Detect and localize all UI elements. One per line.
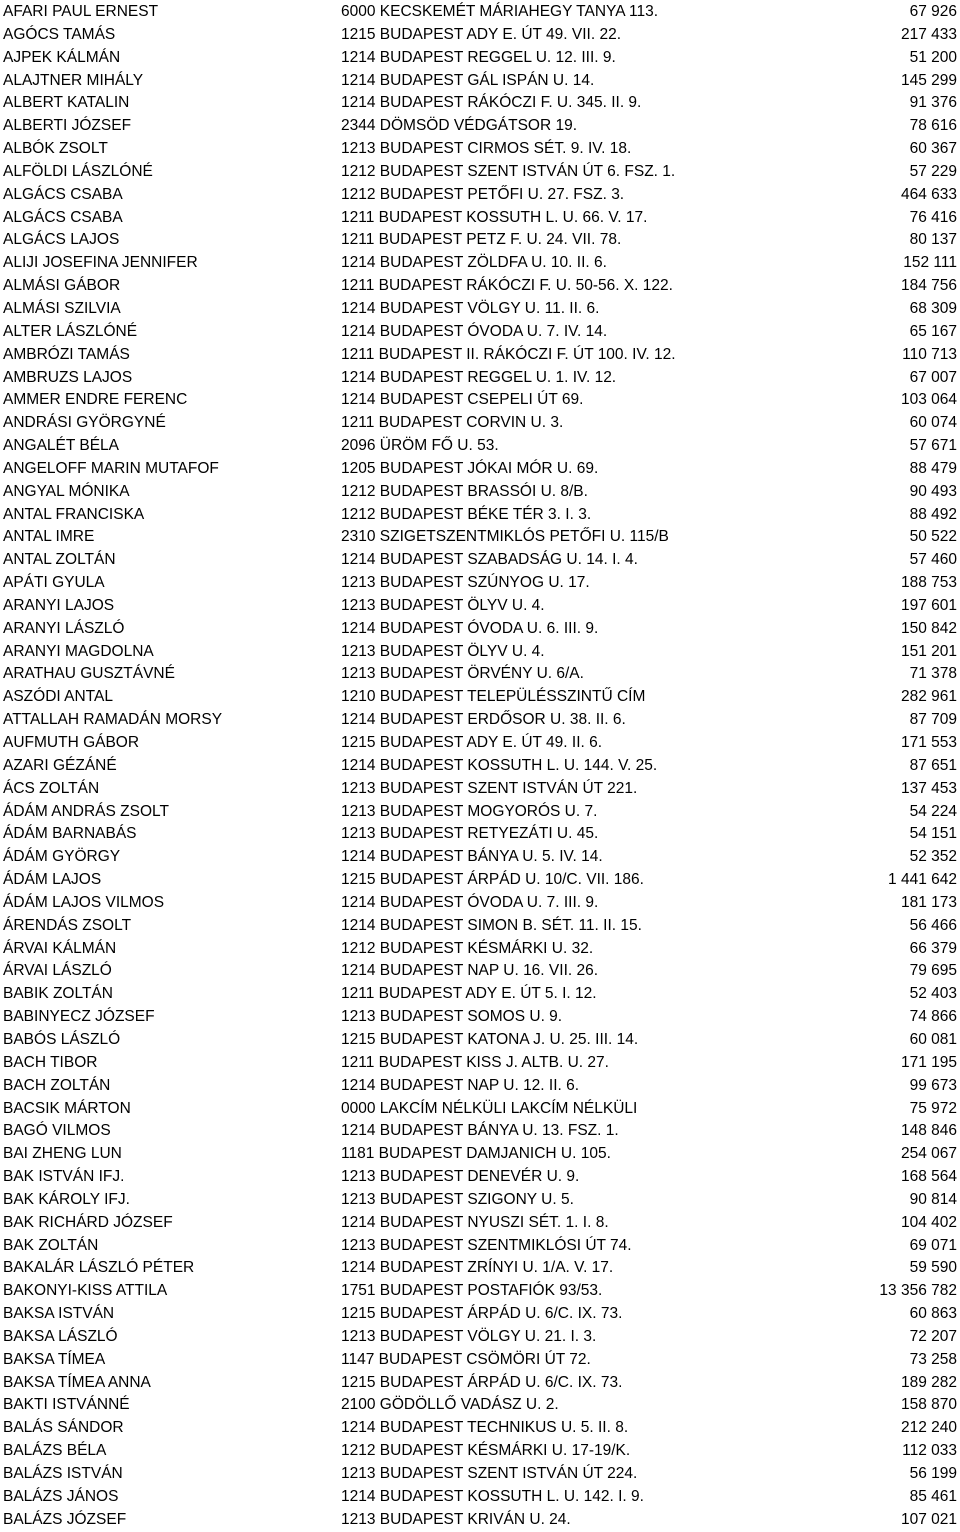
address: 1181 BUDAPEST DAMJANICH U. 105. <box>341 1145 611 1163</box>
amount: 66 379 <box>909 939 957 957</box>
amount: 72 207 <box>909 1327 957 1345</box>
list-row <box>0 184 960 207</box>
address: 1215 BUDAPEST KATONA J. U. 25. III. 14. <box>341 1030 639 1048</box>
list-row <box>0 869 960 892</box>
person-name: ANTAL IMRE <box>3 528 95 546</box>
amount: 60 863 <box>909 1305 957 1323</box>
person-name: BACH ZOLTÁN <box>3 1076 111 1094</box>
person-name: BAK KÁROLY IFJ. <box>3 1190 130 1208</box>
address: 1211 BUDAPEST II. RÁKÓCZI F. ÚT 100. IV. 12. <box>341 345 676 363</box>
list-row <box>0 1280 960 1303</box>
amount: 67 926 <box>909 3 957 20</box>
list-row <box>0 572 960 595</box>
amount: 145 299 <box>900 71 957 89</box>
person-name: BABINYECZ JÓZSEF <box>3 1008 155 1026</box>
list-row <box>0 618 960 641</box>
amount: 171 553 <box>900 734 957 751</box>
amount: 212 240 <box>900 1419 957 1437</box>
person-name: AUFMUTH GÁBOR <box>3 734 140 751</box>
list-row <box>0 1006 960 1029</box>
address: 1213 BUDAPEST SZENT ISTVÁN ÚT 224. <box>341 1465 638 1482</box>
list-row <box>0 823 960 846</box>
address: 1212 BUDAPEST PETŐFI U. 27. FSZ. 3. <box>341 185 625 203</box>
address: 1214 BUDAPEST REGGEL U. 1. IV. 12. <box>341 368 617 386</box>
list-row <box>0 778 960 801</box>
address: 1214 BUDAPEST ÓVODA U. 6. III. 9. <box>341 619 599 637</box>
person-name: ANGYAL MÓNIKA <box>3 482 130 500</box>
address: 1215 BUDAPEST ÁRPÁD U. 6/C. IX. 73. <box>341 1305 623 1323</box>
address: 1214 BUDAPEST VÖLGY U. 11. II. 6. <box>341 299 600 317</box>
amount: 71 378 <box>909 665 957 683</box>
address: 1212 BUDAPEST BÉKE TÉR 3. I. 3. <box>341 505 592 523</box>
address: 1213 BUDAPEST KRIVÁN U. 24. <box>341 1510 571 1528</box>
person-name: ALGÁCS LAJOS <box>3 231 120 249</box>
amount: 171 195 <box>900 1053 957 1071</box>
amount: 56 466 <box>909 916 957 934</box>
amount: 54 151 <box>909 825 957 843</box>
person-name: AGÓCS TAMÁS <box>3 25 116 43</box>
list-row <box>0 298 960 321</box>
amount: 150 842 <box>900 619 957 637</box>
address: 1215 BUDAPEST ÁRPÁD U. 6/C. IX. 73. <box>341 1373 623 1391</box>
address: 1214 BUDAPEST KOSSUTH L. U. 142. I. 9. <box>341 1487 644 1505</box>
amount: 188 753 <box>900 574 957 592</box>
list-row <box>0 1235 960 1258</box>
address: 1213 BUDAPEST VÖLGY U. 21. I. 3. <box>341 1327 597 1345</box>
list-row <box>0 732 960 755</box>
address: 1211 BUDAPEST KOSSUTH L. U. 66. V. 17. <box>341 208 648 226</box>
address: 1214 BUDAPEST ZÖLDFA U. 10. II. 6. <box>341 254 607 272</box>
amount: 103 064 <box>900 391 957 409</box>
amount: 112 033 <box>902 1442 957 1460</box>
amount: 168 564 <box>900 1168 957 1186</box>
address: 1211 BUDAPEST RÁKÓCZI F. U. 50-56. X. 122. <box>341 277 673 295</box>
list-row <box>0 1143 960 1166</box>
person-name: ANTAL FRANCISKA <box>3 505 145 523</box>
person-name: BABIK ZOLTÁN <box>3 985 113 1003</box>
person-name: ARATHAU GUSZTÁVNÉ <box>3 665 175 683</box>
person-name: ÁDÁM LAJOS <box>3 871 102 889</box>
amount: 104 402 <box>900 1213 957 1231</box>
list-row <box>0 526 960 549</box>
amount: 60 074 <box>909 414 957 432</box>
person-name: BALÁS SÁNDOR <box>3 1419 124 1437</box>
person-name: BAKALÁR LÁSZLÓ PÉTER <box>3 1259 195 1277</box>
amount: 80 137 <box>909 231 957 249</box>
person-name: ALFÖLDI LÁSZLÓNÉ <box>3 162 153 180</box>
amount: 181 173 <box>900 893 957 911</box>
address: 1214 BUDAPEST SZABADSÁG U. 14. I. 4. <box>341 551 638 569</box>
person-name: ALMÁSI SZILVIA <box>3 299 121 317</box>
list-row <box>0 1 960 24</box>
person-name: BAKSA LÁSZLÓ <box>3 1327 118 1345</box>
address: 1214 BUDAPEST BÁNYA U. 13. FSZ. 1. <box>341 1122 619 1140</box>
list-row <box>0 709 960 732</box>
list-row <box>0 161 960 184</box>
person-name: ÁDÁM LAJOS VILMOS <box>3 893 165 911</box>
list-row <box>0 70 960 93</box>
list-row <box>0 1486 960 1509</box>
address: 1214 BUDAPEST BÁNYA U. 5. IV. 14. <box>341 848 603 866</box>
address: 1214 BUDAPEST REGGEL U. 12. III. 9. <box>341 48 616 66</box>
person-name: ALGÁCS CSABA <box>3 185 123 203</box>
address: 1213 BUDAPEST SZÚNYOG U. 17. <box>341 574 590 592</box>
person-name: BAKSA ISTVÁN <box>3 1305 115 1323</box>
list-row <box>0 1212 960 1235</box>
address: 1211 BUDAPEST PETZ F. U. 24. VII. 78. <box>341 231 622 249</box>
list-row <box>0 983 960 1006</box>
list-row <box>0 207 960 230</box>
amount: 151 201 <box>900 642 957 660</box>
address: 1214 BUDAPEST NYUSZI SÉT. 1. I. 8. <box>341 1213 609 1231</box>
person-name: ASZÓDI ANTAL <box>3 688 113 706</box>
address: 2096 ÜRÖM FŐ U. 53. <box>341 437 499 455</box>
person-name: BAK RICHÁRD JÓZSEF <box>3 1213 173 1231</box>
list-row <box>0 1189 960 1212</box>
list-row <box>0 938 960 961</box>
amount: 464 633 <box>900 185 957 203</box>
address: 1211 BUDAPEST ADY E. ÚT 5. I. 12. <box>341 985 597 1003</box>
person-name: AMBRUZS LAJOS <box>3 368 133 386</box>
list-row <box>0 252 960 275</box>
person-name: BALÁZS JÓZSEF <box>3 1510 127 1528</box>
address: 2344 DÖMSÖD VÉDGÁTSOR 19. <box>341 117 578 135</box>
address: 1214 BUDAPEST ÓVODA U. 7. III. 9. <box>341 893 599 911</box>
person-name: ÁDÁM GYÖRGY <box>3 848 121 866</box>
list-row <box>0 1120 960 1143</box>
amount: 197 601 <box>900 596 957 614</box>
list-row <box>0 960 960 983</box>
list-row <box>0 892 960 915</box>
address: 1212 BUDAPEST SZENT ISTVÁN ÚT 6. FSZ. 1. <box>341 162 676 180</box>
amount: 60 081 <box>909 1030 957 1048</box>
list-row <box>0 1509 960 1532</box>
amount: 107 021 <box>900 1510 957 1528</box>
amount: 79 695 <box>909 962 957 980</box>
address: 1214 BUDAPEST RÁKÓCZI F. U. 345. II. 9. <box>341 94 642 112</box>
list-row <box>0 389 960 412</box>
person-name: ÁDÁM BARNABÁS <box>3 825 137 843</box>
amount: 137 453 <box>900 779 957 797</box>
person-name: ARANYI MAGDOLNA <box>3 642 154 660</box>
person-name: BAKSA TÍMEA <box>3 1350 106 1368</box>
person-name: BAKONYI-KISS ATTILA <box>3 1282 168 1300</box>
list-row <box>0 1326 960 1349</box>
list-row <box>0 229 960 252</box>
person-name: BAKSA TÍMEA ANNA <box>3 1373 151 1391</box>
amount: 189 282 <box>900 1373 957 1391</box>
amount: 217 433 <box>900 25 957 43</box>
amount: 88 492 <box>909 505 957 523</box>
list-row <box>0 435 960 458</box>
person-name: ANGALÉT BÉLA <box>3 437 120 455</box>
list-row <box>0 92 960 115</box>
address: 1214 BUDAPEST SIMON B. SÉT. 11. II. 15. <box>341 916 642 934</box>
amount: 87 651 <box>909 756 957 774</box>
address: 1214 BUDAPEST ZRÍNYI U. 1/A. V. 17. <box>341 1259 614 1277</box>
list-row <box>0 755 960 778</box>
address: 1215 BUDAPEST ÁRPÁD U. 10/C. VII. 186. <box>341 871 644 889</box>
list-row <box>0 1394 960 1417</box>
amount: 60 367 <box>909 140 957 158</box>
address: 0000 LAKCÍM NÉLKÜLI LAKCÍM NÉLKÜLI <box>341 1099 638 1117</box>
amount: 74 866 <box>909 1008 957 1026</box>
person-name: ALTER LÁSZLÓNÉ <box>3 322 138 340</box>
amount: 59 590 <box>909 1259 957 1277</box>
person-name: ALAJTNER MIHÁLY <box>3 71 144 89</box>
amount: 52 403 <box>909 985 957 1003</box>
amount: 282 961 <box>900 688 957 706</box>
person-name: AJPEK KÁLMÁN <box>3 48 121 66</box>
amount: 57 229 <box>909 162 957 180</box>
amount: 148 846 <box>900 1122 957 1140</box>
person-name: BAK ISTVÁN IFJ. <box>3 1168 125 1186</box>
person-name: AMMER ENDRE FERENC <box>3 391 188 409</box>
amount: 73 258 <box>909 1350 957 1368</box>
amount: 52 352 <box>909 848 957 866</box>
person-name: ANDRÁSI GYÖRGYNÉ <box>3 414 166 432</box>
amount: 90 814 <box>909 1190 957 1208</box>
list-row <box>0 1075 960 1098</box>
address: 1211 BUDAPEST CORVIN U. 3. <box>341 414 564 432</box>
list-row <box>0 1417 960 1440</box>
list-row <box>0 549 960 572</box>
list-row <box>0 915 960 938</box>
person-name: AFARI PAUL ERNEST <box>3 3 159 20</box>
address: 1213 BUDAPEST SZIGONY U. 5. <box>341 1190 574 1208</box>
address: 1211 BUDAPEST KISS J. ALTB. U. 27. <box>341 1053 609 1071</box>
person-name: ALBERT KATALIN <box>3 94 130 112</box>
address: 1214 BUDAPEST CSEPELI ÚT 69. <box>341 391 584 409</box>
address: 1215 BUDAPEST ADY E. ÚT 49. VII. 22. <box>341 25 622 43</box>
address: 6000 KECSKEMÉT MÁRIAHEGY TANYA 113. <box>341 3 659 20</box>
list-row <box>0 1303 960 1326</box>
list-row <box>0 1372 960 1395</box>
address: 1213 BUDAPEST ÖLYV U. 4. <box>341 642 545 660</box>
person-name: ANGELOFF MARIN MUTAFOF <box>3 459 219 477</box>
amount: 76 416 <box>909 208 957 226</box>
address: 1213 BUDAPEST ÖLYV U. 4. <box>341 596 545 614</box>
address: 1210 BUDAPEST TELEPÜLÉSSZINTŰ CÍM <box>341 688 646 706</box>
address: 1751 BUDAPEST POSTAFIÓK 93/53. <box>341 1282 603 1300</box>
list-row <box>0 138 960 161</box>
list-row <box>0 1098 960 1121</box>
person-name: ALMÁSI GÁBOR <box>3 277 121 295</box>
debtor-list <box>0 1 960 1532</box>
amount: 152 111 <box>903 254 957 272</box>
list-row <box>0 1463 960 1486</box>
person-name: ARANYI LÁSZLÓ <box>3 619 125 637</box>
list-row <box>0 663 960 686</box>
person-name: ALIJI JOSEFINA JENNIFER <box>3 254 198 272</box>
list-row <box>0 24 960 47</box>
person-name: ARANYI LAJOS <box>3 596 115 614</box>
amount: 75 972 <box>909 1099 957 1117</box>
amount: 91 376 <box>909 94 957 112</box>
address: 1213 BUDAPEST RETYEZÁTI U. 45. <box>341 825 599 843</box>
person-name: ALBERTI JÓZSEF <box>3 117 132 135</box>
person-name: ANTAL ZOLTÁN <box>3 551 116 569</box>
person-name: AZARI GÉZÁNÉ <box>3 756 117 774</box>
list-row <box>0 801 960 824</box>
address: 1213 BUDAPEST SZENT ISTVÁN ÚT 221. <box>341 779 638 797</box>
list-row <box>0 367 960 390</box>
list-row <box>0 686 960 709</box>
person-name: BALÁZS ISTVÁN <box>3 1465 123 1482</box>
amount: 78 616 <box>909 117 957 135</box>
address: 1214 BUDAPEST NAP U. 16. VII. 26. <box>341 962 599 980</box>
person-name: ÁCS ZOLTÁN <box>3 779 100 797</box>
person-name: ÁDÁM ANDRÁS ZSOLT <box>3 802 169 820</box>
address: 1212 BUDAPEST KÉSMÁRKI U. 32. <box>341 939 594 957</box>
amount: 85 461 <box>909 1487 957 1505</box>
person-name: ÁRENDÁS ZSOLT <box>3 916 132 934</box>
person-name: BABÓS LÁSZLÓ <box>3 1030 121 1048</box>
person-name: ÁRVAI LÁSZLÓ <box>3 962 112 980</box>
person-name: ALGÁCS CSABA <box>3 208 123 226</box>
address: 2310 SZIGETSZENTMIKLÓS PETŐFI U. 115/B <box>341 528 669 546</box>
person-name: AMBRÓZI TAMÁS <box>3 345 130 363</box>
amount: 68 309 <box>909 299 957 317</box>
amount: 184 756 <box>900 277 957 295</box>
list-row <box>0 458 960 481</box>
list-row <box>0 504 960 527</box>
address: 1214 BUDAPEST ÓVODA U. 7. IV. 14. <box>341 322 608 340</box>
amount: 13 356 782 <box>879 1282 957 1300</box>
amount: 57 671 <box>909 437 957 455</box>
list-row <box>0 1029 960 1052</box>
amount: 54 224 <box>909 802 957 820</box>
list-row <box>0 1349 960 1372</box>
amount: 50 522 <box>909 528 957 546</box>
amount: 110 713 <box>902 345 957 363</box>
address: 1147 BUDAPEST CSÖMÖRI ÚT 72. <box>341 1350 591 1368</box>
list-row <box>0 115 960 138</box>
address: 1214 BUDAPEST GÁL ISPÁN U. 14. <box>341 71 595 89</box>
address: 1213 BUDAPEST SOMOS U. 9. <box>341 1008 563 1026</box>
address: 1214 BUDAPEST NAP U. 12. II. 6. <box>341 1076 580 1094</box>
person-name: APÁTI GYULA <box>3 574 105 592</box>
address: 1215 BUDAPEST ADY E. ÚT 49. II. 6. <box>341 734 603 751</box>
amount: 69 071 <box>909 1236 957 1254</box>
amount: 1 441 642 <box>888 871 957 889</box>
amount: 57 460 <box>909 551 957 569</box>
amount: 65 167 <box>909 322 957 340</box>
address: 1214 BUDAPEST ERDŐSOR U. 38. II. 6. <box>341 711 626 729</box>
list-row <box>0 1166 960 1189</box>
amount: 90 493 <box>909 482 957 500</box>
address: 1213 BUDAPEST MOGYORÓS U. 7. <box>341 802 598 820</box>
amount: 99 673 <box>909 1076 957 1094</box>
address: 1214 BUDAPEST KOSSUTH L. U. 144. V. 25. <box>341 756 658 774</box>
address: 1213 BUDAPEST DENEVÉR U. 9. <box>341 1168 580 1186</box>
amount: 88 479 <box>909 459 957 477</box>
list-row <box>0 595 960 618</box>
person-name: BALÁZS BÉLA <box>3 1442 107 1460</box>
address: 1213 BUDAPEST CIRMOS SÉT. 9. IV. 18. <box>341 140 632 158</box>
list-row <box>0 412 960 435</box>
list-row <box>0 1052 960 1075</box>
amount: 87 709 <box>909 711 957 729</box>
person-name: BAGÓ VILMOS <box>3 1122 111 1140</box>
list-row <box>0 481 960 504</box>
list-row <box>0 846 960 869</box>
person-name: BAK ZOLTÁN <box>3 1236 99 1254</box>
amount: 158 870 <box>900 1396 957 1414</box>
person-name: BALÁZS JÁNOS <box>3 1487 119 1505</box>
person-name: BACSIK MÁRTON <box>3 1099 131 1117</box>
list-row <box>0 641 960 664</box>
address: 1213 BUDAPEST SZENTMIKLÓSI ÚT 74. <box>341 1236 632 1254</box>
amount: 67 007 <box>909 368 957 386</box>
address: 1212 BUDAPEST BRASSÓI U. 8/B. <box>341 482 588 500</box>
amount: 51 200 <box>909 48 957 66</box>
address: 1205 BUDAPEST JÓKAI MÓR U. 69. <box>341 459 599 477</box>
list-row <box>0 275 960 298</box>
address: 2100 GÖDÖLLŐ VADÁSZ U. 2. <box>341 1396 559 1414</box>
list-row <box>0 1257 960 1280</box>
person-name: BAKTI ISTVÁNNÉ <box>3 1396 130 1414</box>
person-name: ÁRVAI KÁLMÁN <box>3 939 117 957</box>
address: 1214 BUDAPEST TECHNIKUS U. 5. II. 8. <box>341 1419 629 1437</box>
list-row <box>0 321 960 344</box>
amount: 254 067 <box>900 1145 957 1163</box>
person-name: BAI ZHENG LUN <box>3 1145 122 1163</box>
list-row <box>0 1440 960 1463</box>
person-name: ALBÓK ZSOLT <box>3 140 108 158</box>
address: 1212 BUDAPEST KÉSMÁRKI U. 17-19/K. <box>341 1442 631 1460</box>
address: 1213 BUDAPEST ÖRVÉNY U. 6/A. <box>341 665 584 683</box>
person-name: ATTALLAH RAMADÁN MORSY <box>3 711 223 729</box>
person-name: BACH TIBOR <box>3 1053 98 1071</box>
amount: 56 199 <box>909 1465 957 1482</box>
list-row <box>0 47 960 70</box>
list-row <box>0 344 960 367</box>
